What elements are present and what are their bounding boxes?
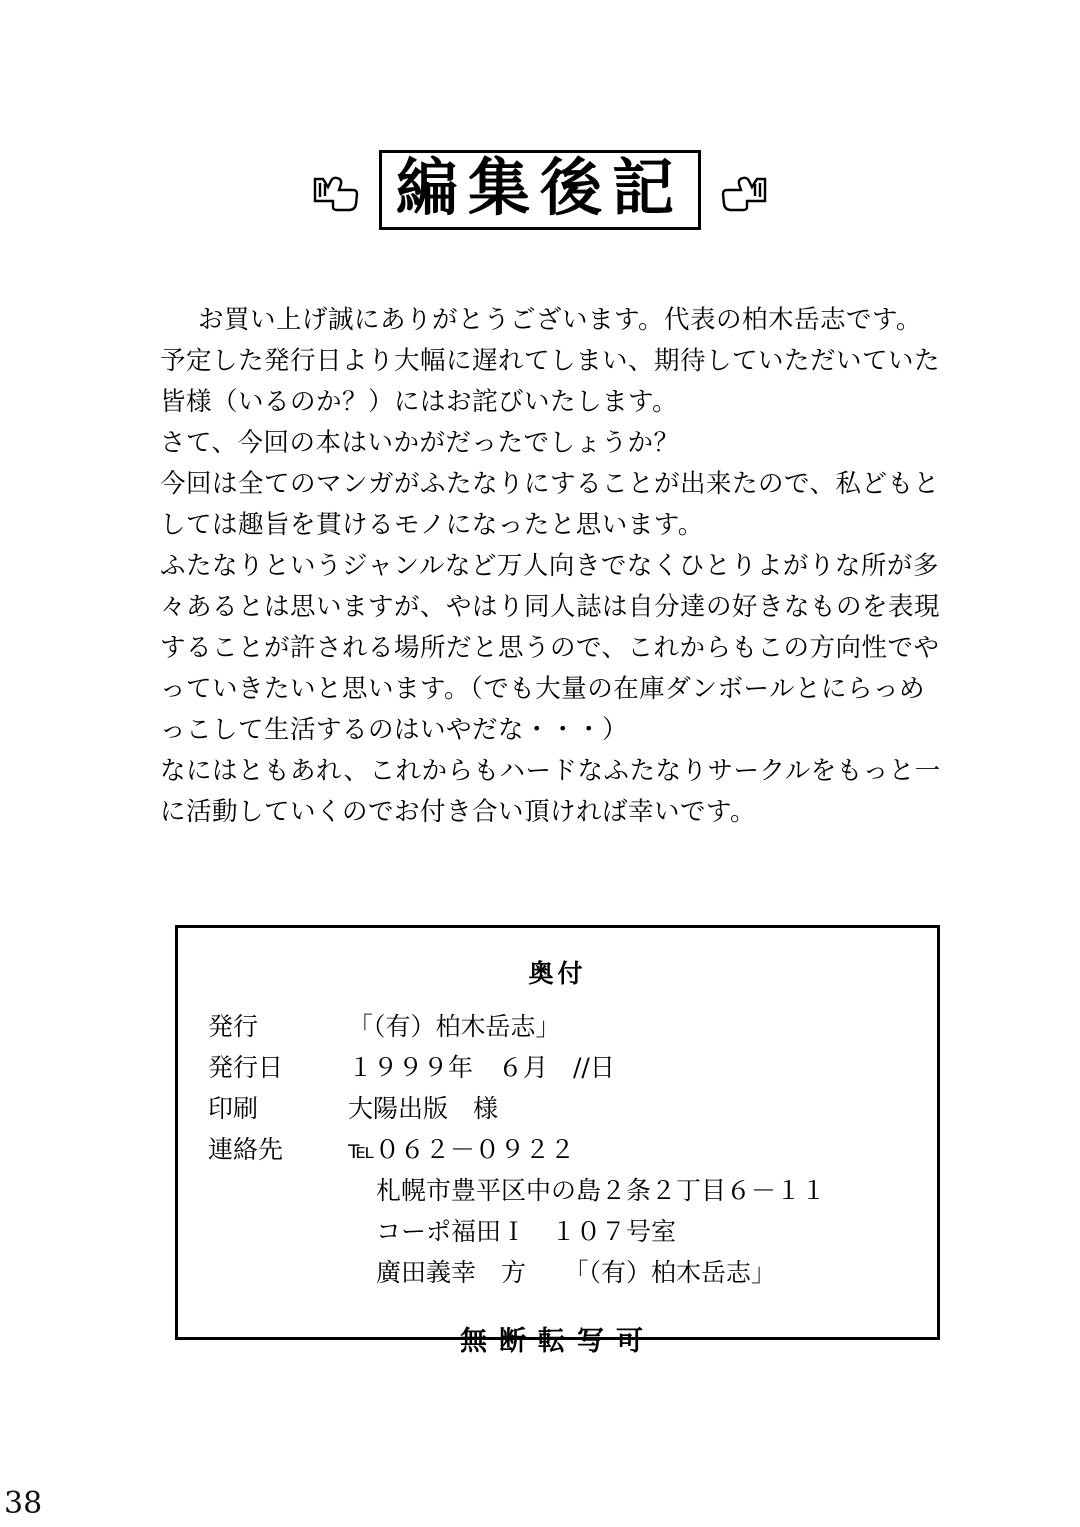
afterword-line: 々あるとは思いますが、やはり同人誌は自分達の好きなものを表現 [160, 592, 941, 622]
colophon-row-value: コーポ福田Ｉ １０７号室 [376, 1217, 677, 1246]
colophon-rows [178, 1006, 937, 1293]
afterword-line: しては趣旨を貫けるモノになったと思います。 [160, 510, 704, 540]
colophon-title: 奥付 [528, 959, 587, 988]
colophon-row-label: 発行 [208, 1012, 259, 1041]
afterword-line: なにはともあれ、これからもハードなふたなりサークルをもっと一 [160, 756, 941, 786]
colophon-row-label: 印刷 [208, 1094, 259, 1123]
afterword-line: ふたなりというジャンルなど万人向きでなくひとりよがりな所が多 [160, 551, 939, 581]
colophon-row-value: １９９９年 ６月 //日 [348, 1053, 615, 1082]
colophon-row [208, 1088, 937, 1129]
afterword-line: 今回は全てのマンガがふたなりにすることが出来たので、私どもと [160, 469, 940, 499]
afterword-line: お買い上げ誠にありがとうございます。代表の柏木岳志です。 [198, 305, 922, 335]
afterword-line: することが許される場所だと思うので、これからもこの方向性でや [160, 633, 940, 663]
afterword-body [160, 300, 960, 833]
page-number: 38 [4, 1486, 43, 1521]
page-title: 編集後記 [395, 151, 684, 224]
colophon-row [208, 1129, 937, 1170]
afterword-line: 皆様（いるのか？）にはお詫びいたします。 [160, 387, 678, 417]
colophon-row [208, 1211, 937, 1252]
colophon-row [208, 1006, 937, 1047]
pointing-hand-right-icon [309, 167, 361, 213]
colophon-row-value: 大陽出版 様 [348, 1094, 499, 1123]
title-box [379, 150, 701, 230]
colophon-row-value: 「（有）柏木岳志」 [348, 1012, 561, 1041]
afterword-line: っていきたいと思います。（でも大量の在庫ダンボールとにらっめ [160, 674, 925, 704]
page-title-row [0, 150, 1080, 230]
pointing-hand-left-icon [719, 167, 771, 213]
colophon-row-value: 廣田義幸 方 「（有）柏木岳志」 [376, 1258, 777, 1287]
afterword-line: さて、今回の本はいかがだったでしょうか？ [160, 428, 680, 458]
colophon-footer: 無断転写可 [460, 1326, 655, 1357]
colophon-row [208, 1170, 937, 1211]
colophon-row-label: 発行日 [208, 1053, 284, 1082]
afterword-line: っこして生活するのはいやだな・・・） [160, 715, 629, 745]
colophon-row-label: 連絡先 [208, 1135, 284, 1164]
colophon-row [208, 1252, 937, 1293]
colophon-box [175, 925, 940, 1357]
colophon-row-value: 札幌市豊平区中の島２条２丁目６－１１ [376, 1176, 827, 1205]
afterword-line: に活動していくのでお付き合い頂ければ幸いです。 [160, 797, 756, 827]
colophon-row [208, 1047, 937, 1088]
afterword-line: 予定した発行日より大幅に遅れてしまい、期待していただいていた [160, 346, 941, 376]
colophon-row-value: ℡０６２－０９２２ [348, 1135, 575, 1164]
